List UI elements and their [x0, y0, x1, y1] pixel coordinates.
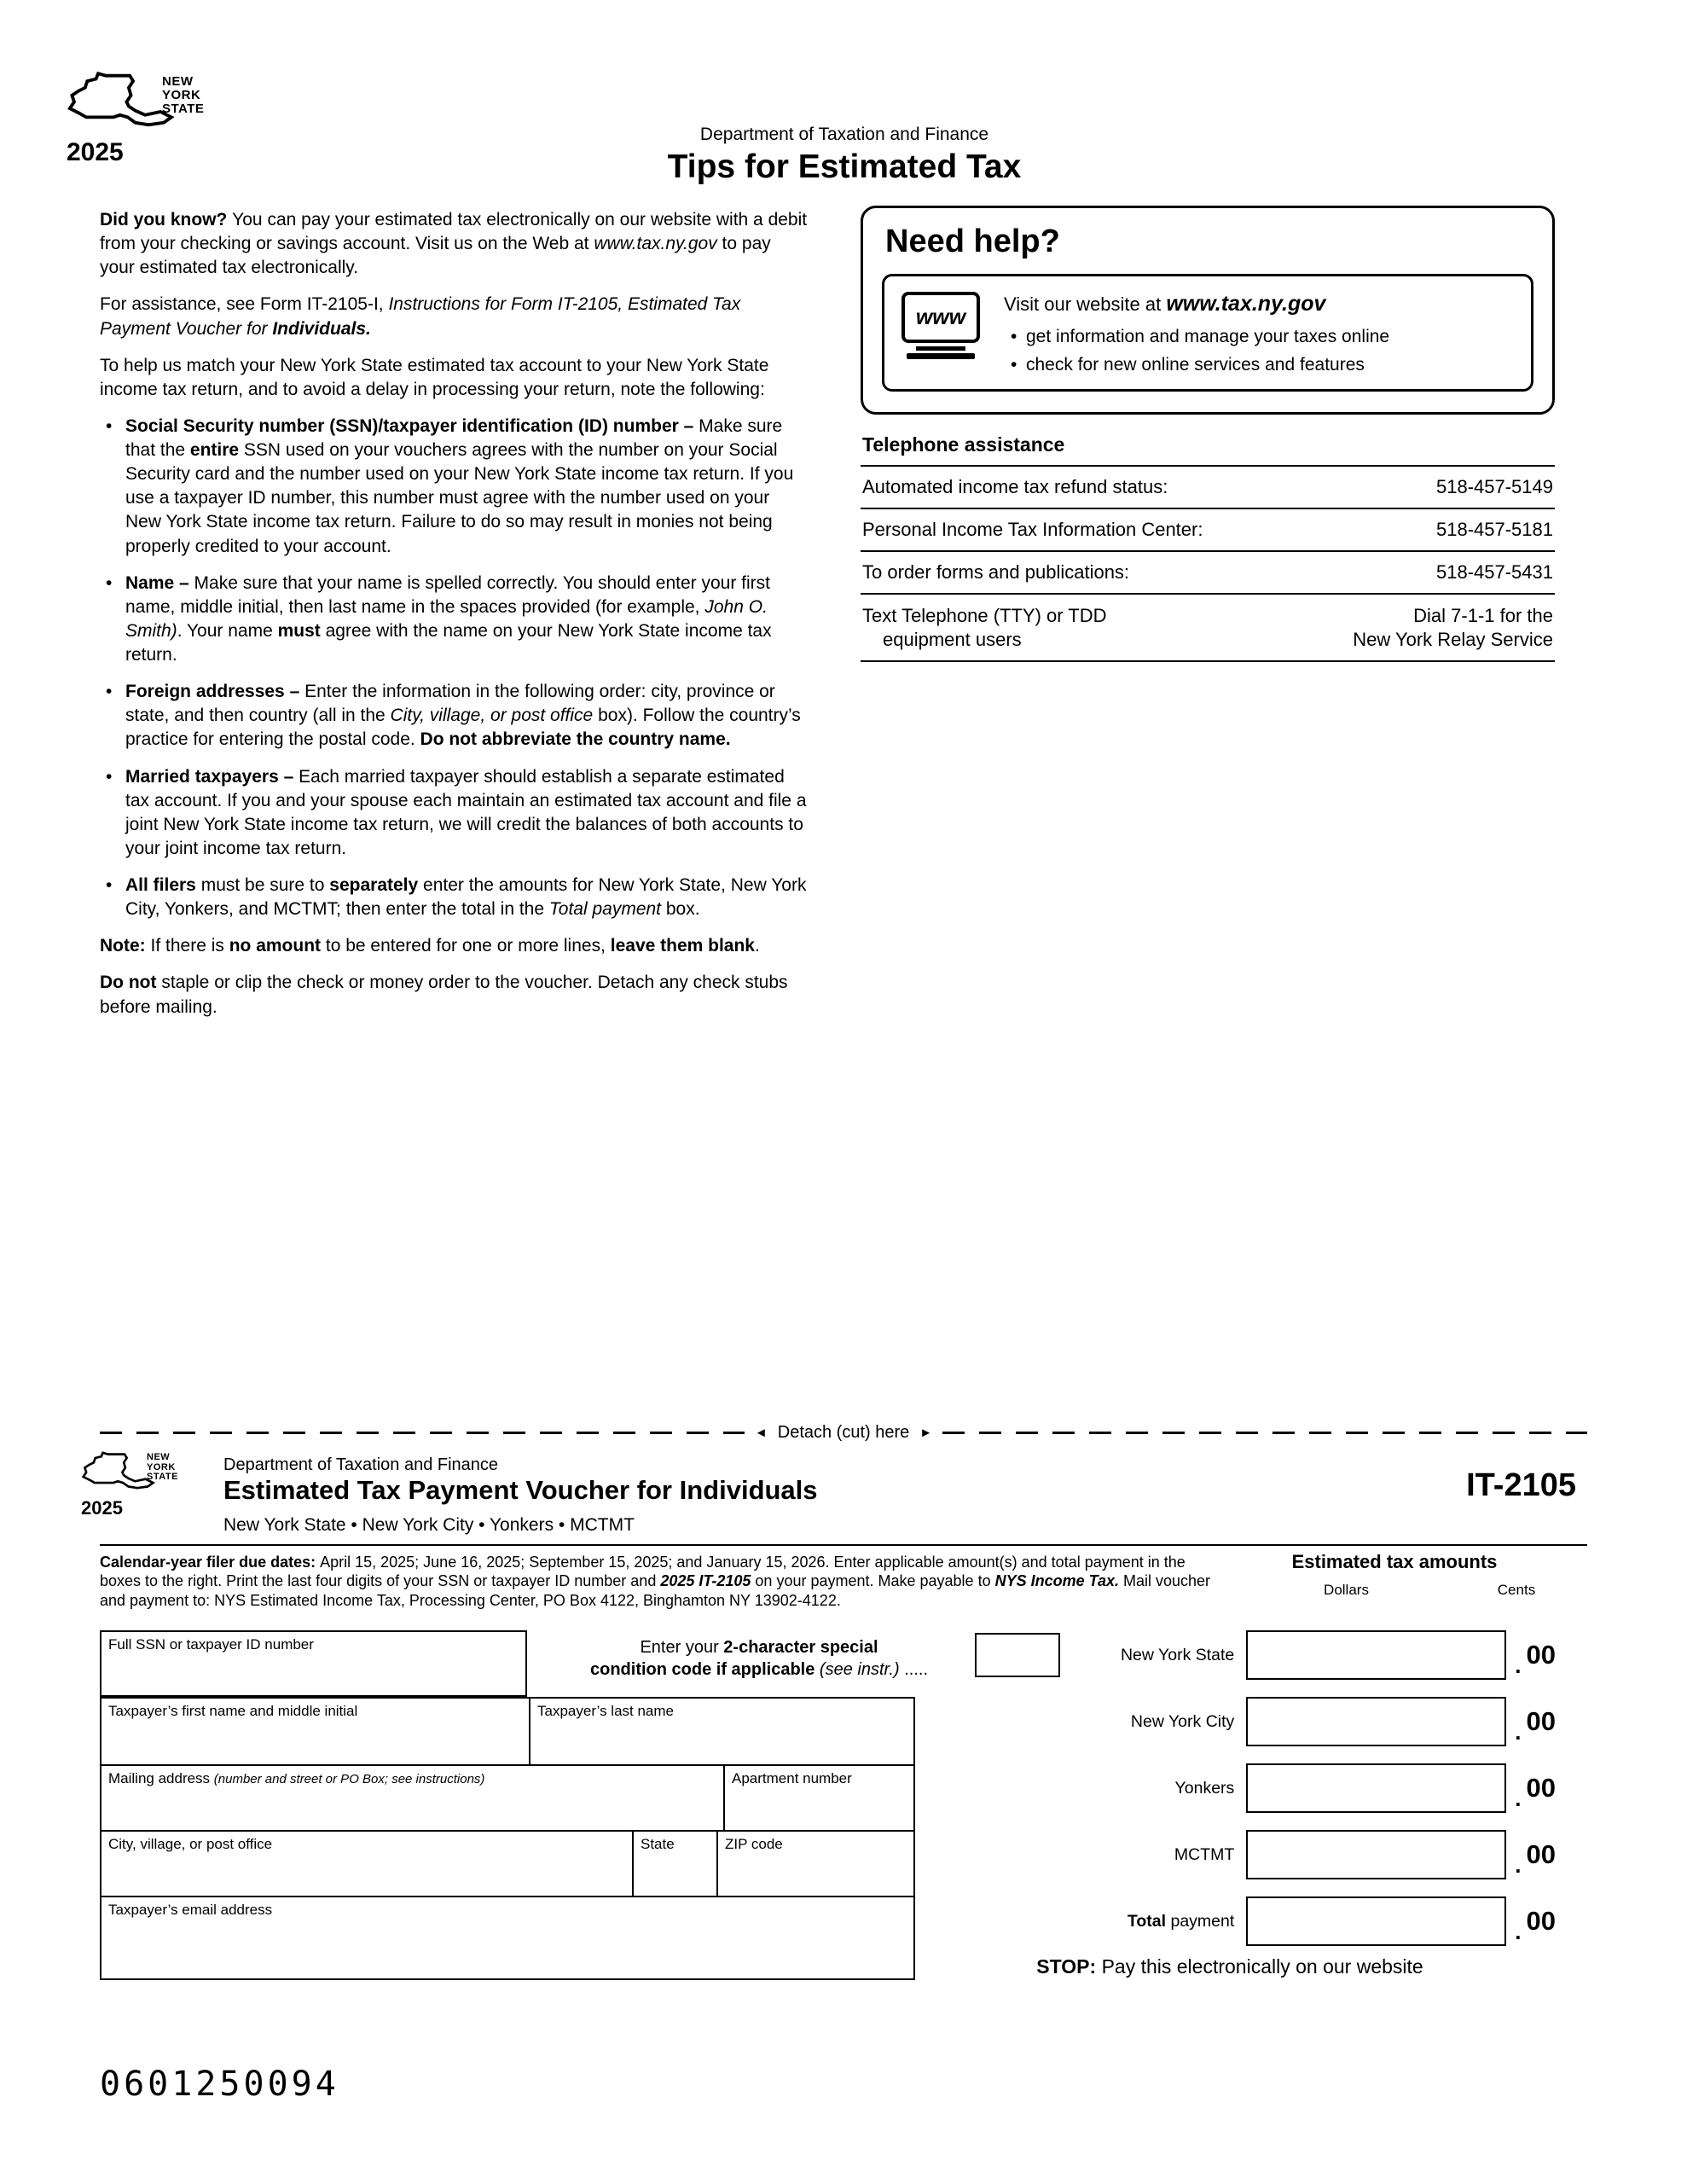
- amount-label: [904, 1912, 1246, 1931]
- tty-value-line1: Dial 7-1-1 for the: [1413, 605, 1553, 626]
- new-york-city-amount-field[interactable]: [1246, 1697, 1506, 1746]
- bullet-name: • Name – Make sure that your name is spelled correctly. You should enter your first name, middle initial, then last name in the spaces provided (for example, John O. Smith). Your name must agree with the name on your New York State income tax return.: [100, 572, 810, 668]
- amount-row-total-payment: [904, 1896, 1556, 1946]
- phone-label: Personal Income Tax Information Center:: [862, 519, 1203, 540]
- logo-line: YORK: [147, 1461, 176, 1472]
- voucher-agency-name: Department of Taxation and Finance: [223, 1455, 499, 1474]
- website-intro: [1004, 292, 1514, 317]
- amount-label: Yonkers: [1174, 1778, 1235, 1798]
- website-info: [1004, 290, 1514, 375]
- decimal-point: .: [1515, 1786, 1522, 1811]
- stop-text: Pay this electronically on our website: [1101, 1955, 1423, 1978]
- tty-value: [1353, 604, 1553, 651]
- mailing-address-label: Mailing address (number and street or PO Box; see instructions): [108, 1770, 485, 1786]
- state-label: State: [641, 1836, 675, 1852]
- condition-code-line2: condition code if applicable (see instr.) .....: [590, 1660, 928, 1679]
- website-intro-text: Visit our website at: [1004, 293, 1167, 315]
- logo-line: NEW: [162, 74, 194, 89]
- first-name-field[interactable]: [101, 1699, 529, 1764]
- keyboard-bar: [907, 353, 976, 359]
- email-field[interactable]: [101, 1897, 913, 1978]
- stop-word: STOP:: [1036, 1955, 1102, 1978]
- ssn-field[interactable]: [100, 1630, 527, 1697]
- voucher-subtitle: New York State • New York City • Yonkers • MCTMT: [223, 1515, 635, 1535]
- decimal-point: .: [1515, 1719, 1522, 1745]
- amount-row-yonkers: [904, 1763, 1556, 1813]
- logo-wordmark: [147, 1453, 178, 1483]
- tips-section: [100, 208, 810, 1032]
- amount-row-new-york-city: [904, 1697, 1556, 1746]
- need-help-title: Need help?: [885, 224, 1060, 259]
- zip-code-field[interactable]: [716, 1832, 913, 1896]
- zip-code-label: ZIP code: [725, 1836, 783, 1852]
- new-york-state-amount-field[interactable]: [1246, 1630, 1506, 1680]
- nys-logo: [67, 70, 271, 167]
- amount-label: MCTMT: [1174, 1844, 1235, 1864]
- website-bullet: • get information and manage your taxes online: [1004, 327, 1514, 347]
- need-help-panel: [861, 206, 1555, 662]
- phone-number: 518-457-5149: [1435, 476, 1553, 497]
- decimal-point: .: [1515, 1919, 1522, 1944]
- do-not-staple-paragraph: Do not staple or clip the check or money order to the voucher. Detach any check stubs before mailing.: [100, 973, 788, 1017]
- amount-row-new-york-state: [904, 1630, 1556, 1680]
- voucher-instructions: Calendar-year filer due dates: April 15, 2025; June 16, 2025; September 15, 2025; and January 15, 2026. Enter applicable amount(s) and total payment in the boxes to the right. Print the last four digits of your SSN or taxpayer ID number and 2025 IT-2105 on your payment. Make payable to NYS Income Tax. Mail voucher and payment to: NYS Estimated Income Tax, Processing Center, PO Box 4122, Binghamton NY 13902-4122.: [100, 1554, 1211, 1609]
- cents-column-label: Cents: [1497, 1582, 1536, 1598]
- bullet-all-filers: • All filers must be sure to separately enter the amounts for New York State, New York City, Yonkers, and MCTMT; then enter the total in the Total payment box.: [100, 874, 810, 921]
- detach-cut-line: [100, 1423, 1587, 1442]
- monitor-screen: [901, 292, 980, 343]
- phone-row-tty: [861, 593, 1555, 660]
- form-number: IT-2105: [1466, 1467, 1576, 1503]
- phone-row-info-center: [861, 508, 1555, 550]
- payment-word: payment: [1166, 1911, 1235, 1931]
- website-box: [882, 274, 1533, 392]
- tty-value-line2: New York Relay Service: [1353, 628, 1553, 650]
- header-rule: [100, 1544, 1587, 1546]
- email-label: Taxpayer’s email address: [108, 1902, 273, 1918]
- condition-code-line1: Enter your 2-character special: [640, 1638, 878, 1657]
- amount-label: New York State: [1120, 1645, 1235, 1664]
- note-paragraph: Note: If there is no amount to be entered for one or more lines, leave them blank.: [100, 936, 760, 956]
- agency-name: Department of Taxation and Finance: [699, 125, 989, 144]
- cents-value: 00: [1526, 1706, 1556, 1736]
- ssn-field-label: Full SSN or taxpayer ID number: [108, 1636, 314, 1653]
- assistance-paragraph: For assistance, see Form IT-2105-I, Instructions for Form IT-2105, Estimated Tax Payment Voucher for Individuals.: [100, 294, 741, 339]
- last-name-label: Taxpayer’s last name: [537, 1703, 675, 1719]
- bullet-foreign-addresses: • Foreign addresses – Enter the information in the following order: city, province or state, and then country (all in the City, village, or post office box). Follow the country’s practice for entering the postal code. Do not abbreviate the country name.: [100, 680, 810, 752]
- apartment-number-label: Apartment number: [732, 1770, 852, 1786]
- tty-label: [862, 604, 1107, 651]
- page-header: [341, 125, 1348, 186]
- dash-line: [100, 1432, 745, 1434]
- need-help-box: [861, 206, 1555, 415]
- logo-year: 2025: [67, 138, 124, 166]
- telephone-assistance-heading: Telephone assistance: [862, 433, 1065, 456]
- logo-line: STATE: [162, 101, 205, 116]
- nys-state-outline-icon: [67, 70, 176, 138]
- taxpayer-info-grid: [100, 1697, 915, 1980]
- cents-value: 00: [1526, 1839, 1556, 1869]
- left-arrow-icon: ◄: [754, 1425, 768, 1440]
- stop-note: [904, 1955, 1556, 1978]
- telephone-assistance-section: [861, 418, 1555, 662]
- did-you-know-paragraph: Did you know? You can pay your estimated tax electronically on our website with a debit from your checking or savings account. Visit us on the Web at www.tax.ny.gov to pay your estimated tax electronically.: [100, 210, 808, 278]
- dollars-column-label: Dollars: [1324, 1582, 1369, 1598]
- phone-number: 518-457-5181: [1435, 519, 1553, 540]
- mailing-address-field[interactable]: [101, 1766, 723, 1830]
- yonkers-amount-field[interactable]: [1246, 1763, 1506, 1813]
- amount-label: New York City: [1130, 1711, 1235, 1731]
- city-field[interactable]: [101, 1832, 632, 1896]
- mctmt-amount-field[interactable]: [1246, 1830, 1506, 1879]
- intro-paragraph: To help us match your New York State estimated tax account to your New York State income tax return, and to avoid a delay in processing your return, note the following:: [100, 355, 769, 399]
- city-label: City, village, or post office: [108, 1836, 273, 1852]
- voucher-title: Estimated Tax Payment Voucher for Individuals: [223, 1475, 818, 1505]
- cents-value: 00: [1526, 1906, 1556, 1936]
- bullet-ssn: • Social Security number (SSN)/taxpayer identification (ID) number – Make sure that the entire SSN used on your vouchers agrees with the number on your Social Security card and the number used on your New York State income tax return. If you use a taxpayer ID number, this number must agree with the number used on your New York State income tax return. Failure to do so may result in monies not being properly credited to your account.: [100, 415, 810, 559]
- monitor-stand: [916, 346, 965, 351]
- first-name-label: Taxpayer’s first name and middle initial: [108, 1703, 358, 1719]
- phone-row-refund-status: [861, 465, 1555, 508]
- phone-row-order-forms: [861, 550, 1555, 593]
- phone-number: 518-457-5431: [1435, 561, 1553, 583]
- bullet-married-taxpayers: • Married taxpayers – Each married taxpayer should establish a separate estimated tax account. If you and your spouse each maintain an estimated tax account and file a joint New York State income tax return, we will credit the balances of both accounts to your joint income tax return.: [100, 765, 810, 862]
- dash-line: [942, 1432, 1587, 1434]
- logo-wordmark: [162, 75, 204, 115]
- www-computer-icon: [901, 292, 980, 359]
- www-label: www: [915, 305, 966, 329]
- amount-row-mctmt: [904, 1830, 1556, 1879]
- nys-state-outline-icon: [81, 1450, 156, 1497]
- tty-label-line2: equipment users: [883, 628, 1022, 650]
- logo-line: NEW: [147, 1452, 171, 1462]
- state-field[interactable]: [632, 1832, 716, 1896]
- page-title: Tips for Estimated Tax: [667, 148, 1022, 185]
- cents-value: 00: [1526, 1640, 1556, 1670]
- nys-logo-voucher: [81, 1450, 226, 1519]
- website-bullet: • check for new online services and features: [1004, 355, 1514, 375]
- decimal-point: .: [1515, 1653, 1522, 1678]
- tty-label-line1: Text Telephone (TTY) or TDD: [862, 605, 1107, 626]
- total-word: Total: [1127, 1911, 1167, 1931]
- detach-label: Detach (cut) here: [777, 1422, 910, 1442]
- right-arrow-icon: ►: [919, 1425, 933, 1440]
- logo-line: YORK: [162, 87, 201, 102]
- decimal-point: .: [1515, 1852, 1522, 1878]
- scanline-number: 0601250094: [100, 2065, 339, 2104]
- cents-value: 00: [1526, 1773, 1556, 1803]
- last-name-field[interactable]: [529, 1699, 913, 1764]
- apartment-number-field[interactable]: [723, 1766, 913, 1830]
- phone-label: To order forms and publications:: [862, 561, 1130, 583]
- logo-year: 2025: [81, 1497, 123, 1519]
- website-url: www.tax.ny.gov: [1166, 292, 1326, 316]
- logo-line: STATE: [147, 1472, 178, 1483]
- estimated-tax-amounts-heading: Estimated tax amounts: [1291, 1551, 1498, 1572]
- total-payment-amount-field[interactable]: [1246, 1896, 1506, 1946]
- phone-label: Automated income tax refund status:: [862, 476, 1168, 497]
